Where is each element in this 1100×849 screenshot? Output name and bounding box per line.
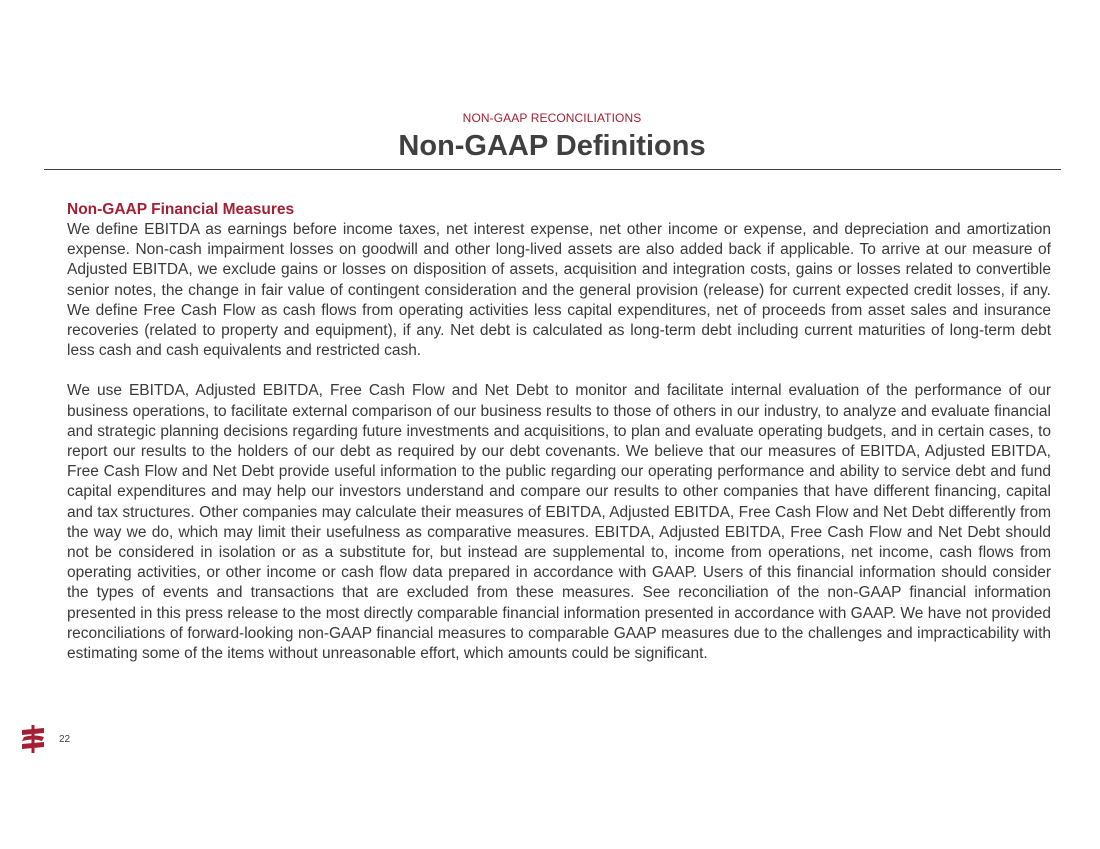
logo-stroke-bottom <box>22 742 44 749</box>
title-divider <box>44 169 1061 170</box>
subheading: Non-GAAP Financial Measures <box>67 201 295 218</box>
page-title: Non-GAAP Definitions <box>398 130 706 162</box>
paragraph-usage: We use EBITDA, Adjusted EBITDA, Free Cash Flow and Net Debt to monitor and facilitate internal evaluation of the performance of our business operations, to facilitate external comparison of our business results to those of others in our industry, to analyze and evaluate financial and strategic planning decisions regarding future investments and acquisitions, to plan and evaluate operating budgets, and in certain cases, to report our results to the holders of our debt as required by our debt covenants. We believe that our measures of EBITDA, Adjusted EBITDA, Free Cash Flow and Net Debt provide useful information to the public regarding our operating performance and ability to service debt and fund capital expenditures and may help our investors understand and compare our results to other companies that have different financing, capital and tax structures. Other companies may calculate their measures of EBITDA, Adjusted EBITDA, Free Cash Flow and Net Debt differently from the way we do, which may limit their usefulness as comparative measures. EBITDA, Adjusted EBITDA, Free Cash Flow and Net Debt should not be considered in isolation or as a substitute for, but instead are supplemental to, income from operations, net income, cash flows from operating activities, or other income or cash flow data prepared in accordance with GAAP. Users of this financial information should consider the types of events and transactions that are excluded from these measures. See reconciliation of the non-GAAP financial information presented in this press release to the most directly comparable financial information presented in accordance with GAAP. We have not provided reconciliations of forward-looking non-GAAP financial measures to comparable GAAP measures due to the challenges and impracticability with estimating some of the items without unreasonable effort, which amounts could be significant. <box>67 382 1051 663</box>
page-number: 22 <box>59 734 71 745</box>
paragraph-definitions: We define EBITDA as earnings before income taxes, net interest expense, net other income or expense, and depreciation and amortization expense. Non-cash impairment losses on goodwill and other long-lived assets are also added back if applicable. To arrive at our measure of Adjusted EBITDA, we exclude gains or losses on disposition of assets, acquisition and integration costs, gains or losses related to convertible senior notes, the change in fair value of contingent consideration and the general provision (release) for current expected credit losses, if any. We define Free Cash Flow as cash flows from operating activities less capital expenditures, net of proceeds from asset sales and insurance recoveries (related to property and equipment), if any. Net debt is calculated as long-term debt including current maturities of long-term debt less cash and cash equivalents and restricted cash. <box>67 221 1051 360</box>
section-label: NON-GAAP RECONCILIATIONS <box>462 111 642 125</box>
logo-stroke-top <box>22 728 44 735</box>
company-logo-icon <box>20 725 46 753</box>
content-area <box>67 200 1051 664</box>
